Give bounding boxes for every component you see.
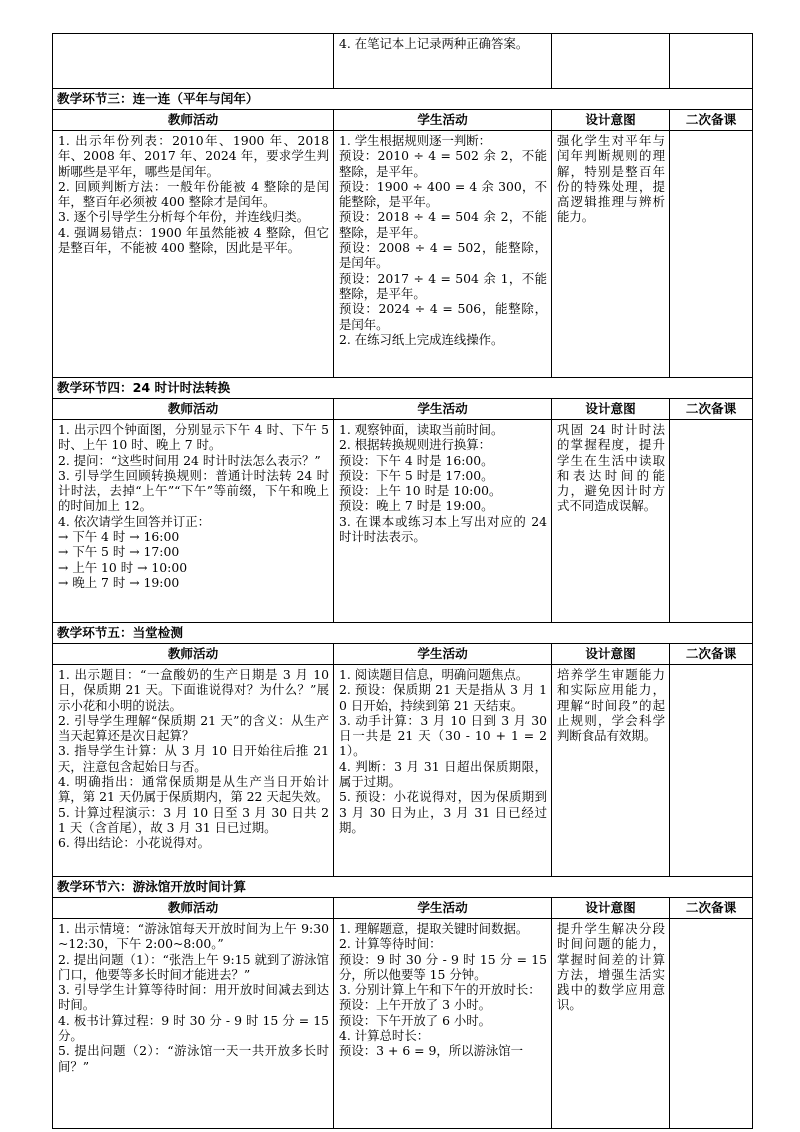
student-line: 3. 在课本或练习本上写出对应的 24 时计时法表示。: [339, 513, 547, 545]
column-header-row: [53, 110, 753, 131]
header-teacher: 教师活动: [53, 399, 334, 420]
student-line: 预设：9 时 30 分 - 9 时 15 分 = 15 分，所以他要等 15 分钟。: [339, 951, 547, 982]
student-line: 5. 预设：小花说得对，因为保质期到 3 月 30 日为止，3 月 31 日已经过期。: [339, 789, 547, 835]
teacher-line: 1. 出示题目：“一盒酸奶的生产日期是 3 月 10 日，保质期 21 天。下面谁说得对？为什么？”展示小花和小明的说法。: [58, 667, 329, 713]
student-line: 1. 学生根据规则逐一判断：: [339, 133, 492, 148]
student-line: 2. 计算等待时间：: [339, 936, 442, 952]
student-line: 预设：下午 4 时是 16:00。: [339, 452, 494, 468]
teacher-line: 2. 引导学生理解“保质期 21 天”的含义：从生产当天起算还是次日起算？: [58, 712, 329, 744]
second-cell-empty: [670, 34, 753, 89]
teacher-line: 1. 出示四个钟面图，分别显示下午 4 时、下午 5 时、上午 10 时、晚上 7 时。: [58, 422, 329, 453]
header-second: 二次备课: [670, 898, 753, 919]
student-line: 1. 阅读题目信息，明确问题焦点。: [339, 667, 529, 682]
student-line: 3. 分别计算上午和下午的开放时长：: [339, 982, 541, 998]
teacher-line: 2. 提问：“这些时间用 24 时计时法怎么表示？”: [58, 452, 321, 468]
intent-line: 巩固 24 时计时法的掌握程度，提升学生在生活中读取和表达时间的能力，避免因计时方式不同造成误解。: [557, 422, 665, 514]
section-title: 教学环节三：连一连（平年与闰年）: [53, 89, 753, 110]
teacher-line: 2. 提出问题（1）：“张浩上午 9:15 就到了游泳馆门口，他要等多长时间才能进去？”: [58, 951, 329, 982]
column-header-row: [53, 399, 753, 420]
lesson-plan-document: [52, 33, 752, 1129]
second-cell-empty: [670, 919, 753, 1129]
header-intent: 设计意图: [552, 898, 670, 919]
header-teacher: 教师活动: [53, 110, 334, 131]
student-line: 预设：2010 ÷ 4 = 502 余 2，不能整除，是平年。: [339, 148, 547, 179]
content-row: [53, 665, 753, 877]
teacher-cell: [53, 131, 334, 378]
section-title-row: [53, 877, 753, 898]
header-student: 学生活动: [334, 644, 552, 665]
student-line: 预设：上午开放了 3 小时。: [339, 997, 492, 1013]
section-title-row: [53, 89, 753, 110]
student-line: 预设：2024 ÷ 4 = 506，能整除，是闰年。: [339, 301, 547, 332]
intent-cell: [552, 665, 670, 877]
intent-line: 提升学生解决分段时间问题的能力，掌握时间差的计算方法，增强生活实践中的数学应用意识。: [557, 921, 665, 1013]
intent-cell-empty: [552, 34, 670, 89]
teacher-line: 1. 出示情境：“游泳馆每天开放时间为上午 9:30~12:30，下午 2:00~8:00。”: [58, 921, 329, 952]
teacher-line: 1. 出示年份列表：2010年、1900 年、2018年、2008 年、2017 年、2024 年，要求学生判断哪些是平年，哪些是闰年。: [58, 133, 329, 179]
teacher-line: 4. 强调易错点：1900 年虽然能被 4 整除，但它是整百年，不能被 400 整除，因此是平年。: [58, 224, 329, 256]
intent-cell: [552, 420, 670, 623]
header-intent: 设计意图: [552, 110, 670, 131]
student-cell: [334, 665, 552, 877]
header-intent: 设计意图: [552, 644, 670, 665]
content-row: [53, 919, 753, 1129]
student-line: 预设：下午 5 时是 17:00。: [339, 467, 494, 483]
column-header-row: [53, 898, 753, 919]
teacher-cell: [53, 420, 334, 623]
second-cell-empty: [670, 131, 753, 378]
continued-row: [53, 34, 753, 89]
student-line: 4. 计算总时长：: [339, 1028, 430, 1044]
intent-cell: [552, 131, 670, 378]
student-line: 预设：2017 ÷ 4 = 504 余 1，不能整除，是平年。: [339, 270, 547, 301]
student-line: 2. 预设：保质期 21 天是指从 3 月 10 日开始，持续到第 21 天结束。: [339, 682, 547, 713]
student-line: 预设：1900 ÷ 400 = 4 余 300，不能整除，是平年。: [339, 178, 547, 210]
teacher-line: → 下午 5 时 → 17:00: [58, 544, 180, 560]
teacher-cell: [53, 919, 334, 1129]
teacher-line: 3. 引导学生计算等待时间：用开放时间减去到达时间。: [58, 982, 329, 1013]
student-line: 4. 在笔记本上记录两种正确答案。: [339, 36, 529, 51]
teacher-line: → 下午 4 时 → 16:00: [58, 529, 180, 545]
student-line: 3. 动手计算：3 月 10 日到 3 月 30 日一共是 21 天（30 - 10 + 1 = 21）。: [339, 712, 547, 759]
header-student: 学生活动: [334, 110, 552, 131]
student-line: 2. 在练习纸上完成连线操作。: [339, 331, 504, 347]
teacher-line: 3. 逐个引导学生分析每个年份，并连线归类。: [58, 209, 310, 225]
teacher-cell: [53, 665, 334, 877]
teacher-line: → 晚上 7 时 → 19:00: [58, 574, 180, 590]
section-title: 教学环节四：24 时计时法转换: [53, 378, 753, 399]
column-header-row: [53, 644, 753, 665]
teacher-line: 4. 明确指出：通常保质期是从生产当日开始计算，第 21 天仍属于保质期内，第 22 天起失效。: [58, 774, 329, 805]
teacher-line: → 上午 10 时 → 10:00: [58, 559, 188, 575]
section-title: 教学环节五：当堂检测: [53, 623, 753, 644]
header-second: 二次备课: [670, 110, 753, 131]
teacher-line: 6. 得出结论：小花说得对。: [58, 835, 211, 851]
student-cell: [334, 34, 552, 89]
teacher-line: 4. 板书计算过程：9 时 30 分 - 9 时 15 分 = 15 分。: [58, 1012, 329, 1044]
student-line: 4. 判断：3 月 31 日超出保质期限，属于过期。: [339, 758, 547, 790]
content-row: [53, 131, 753, 378]
teacher-line: 4. 依次请学生回答并订正：: [58, 513, 211, 529]
student-line: 预设：2018 ÷ 4 = 504 余 2，不能整除，是平年。: [339, 209, 547, 240]
lesson-plan-table: [52, 33, 753, 1129]
student-line: 预设：2008 ÷ 4 = 502，能整除，是闰年。: [339, 240, 547, 271]
intent-line: 培养学生审题能力和实际应用能力，理解“时间段”的起止规则，学会科学判断食品有效期。: [557, 667, 665, 744]
teacher-line: 3. 指导学生计算：从 3 月 10 日开始往后推 21 天，注意包含起始日与否。: [58, 743, 329, 774]
student-line: 预设：晚上 7 时是 19:00。: [339, 498, 494, 514]
intent-line: 强化学生对平年与闰年判断规则的理解，特别是整百年份的特殊处理，提高逻辑推理与辨析能力。: [557, 133, 665, 225]
student-line: 预设：下午开放了 6 小时。: [339, 1012, 492, 1028]
second-cell-empty: [670, 420, 753, 623]
header-student: 学生活动: [334, 898, 552, 919]
header-second: 二次备课: [670, 644, 753, 665]
student-line: 2. 根据转换规则进行换算：: [339, 437, 492, 453]
student-line: 1. 观察钟面，读取当前时间。: [339, 422, 504, 437]
section-title-row: [53, 378, 753, 399]
teacher-line: 3. 引导学生回顾转换规则：普通计时法转 24 时计时法，去掉“上午”“下午”等前缀，下午和晚上的时间加上 12。: [58, 467, 329, 514]
header-second: 二次备课: [670, 399, 753, 420]
header-teacher: 教师活动: [53, 644, 334, 665]
teacher-line: 5. 计算过程演示：3 月 10 日至 3 月 30 日共 21 天（含首尾），故 3 月 31 日已过期。: [58, 804, 329, 835]
student-line: 预设：3 + 6 = 9，所以游泳馆一: [339, 1043, 524, 1059]
section-title: 教学环节六：游泳馆开放时间计算: [53, 877, 753, 898]
student-line: 1. 理解题意，提取关键时间数据。: [339, 921, 529, 936]
intent-cell: [552, 919, 670, 1129]
content-row: [53, 420, 753, 623]
second-cell-empty: [670, 665, 753, 877]
student-cell: [334, 131, 552, 378]
student-cell: [334, 420, 552, 623]
header-student: 学生活动: [334, 399, 552, 420]
teacher-line: 2. 回顾判断方法：一般年份能被 4 整除的是闰年，整百年必须被 400 整除才是闰年。: [58, 178, 329, 210]
student-line: 预设：上午 10 时是 10:00。: [339, 483, 502, 499]
teacher-line: 5. 提出问题（2）：“游泳馆一天一共开放多长时间？”: [58, 1043, 329, 1074]
header-intent: 设计意图: [552, 399, 670, 420]
student-cell: [334, 919, 552, 1129]
section-title-row: [53, 623, 753, 644]
header-teacher: 教师活动: [53, 898, 334, 919]
teacher-cell-empty: [53, 34, 334, 89]
